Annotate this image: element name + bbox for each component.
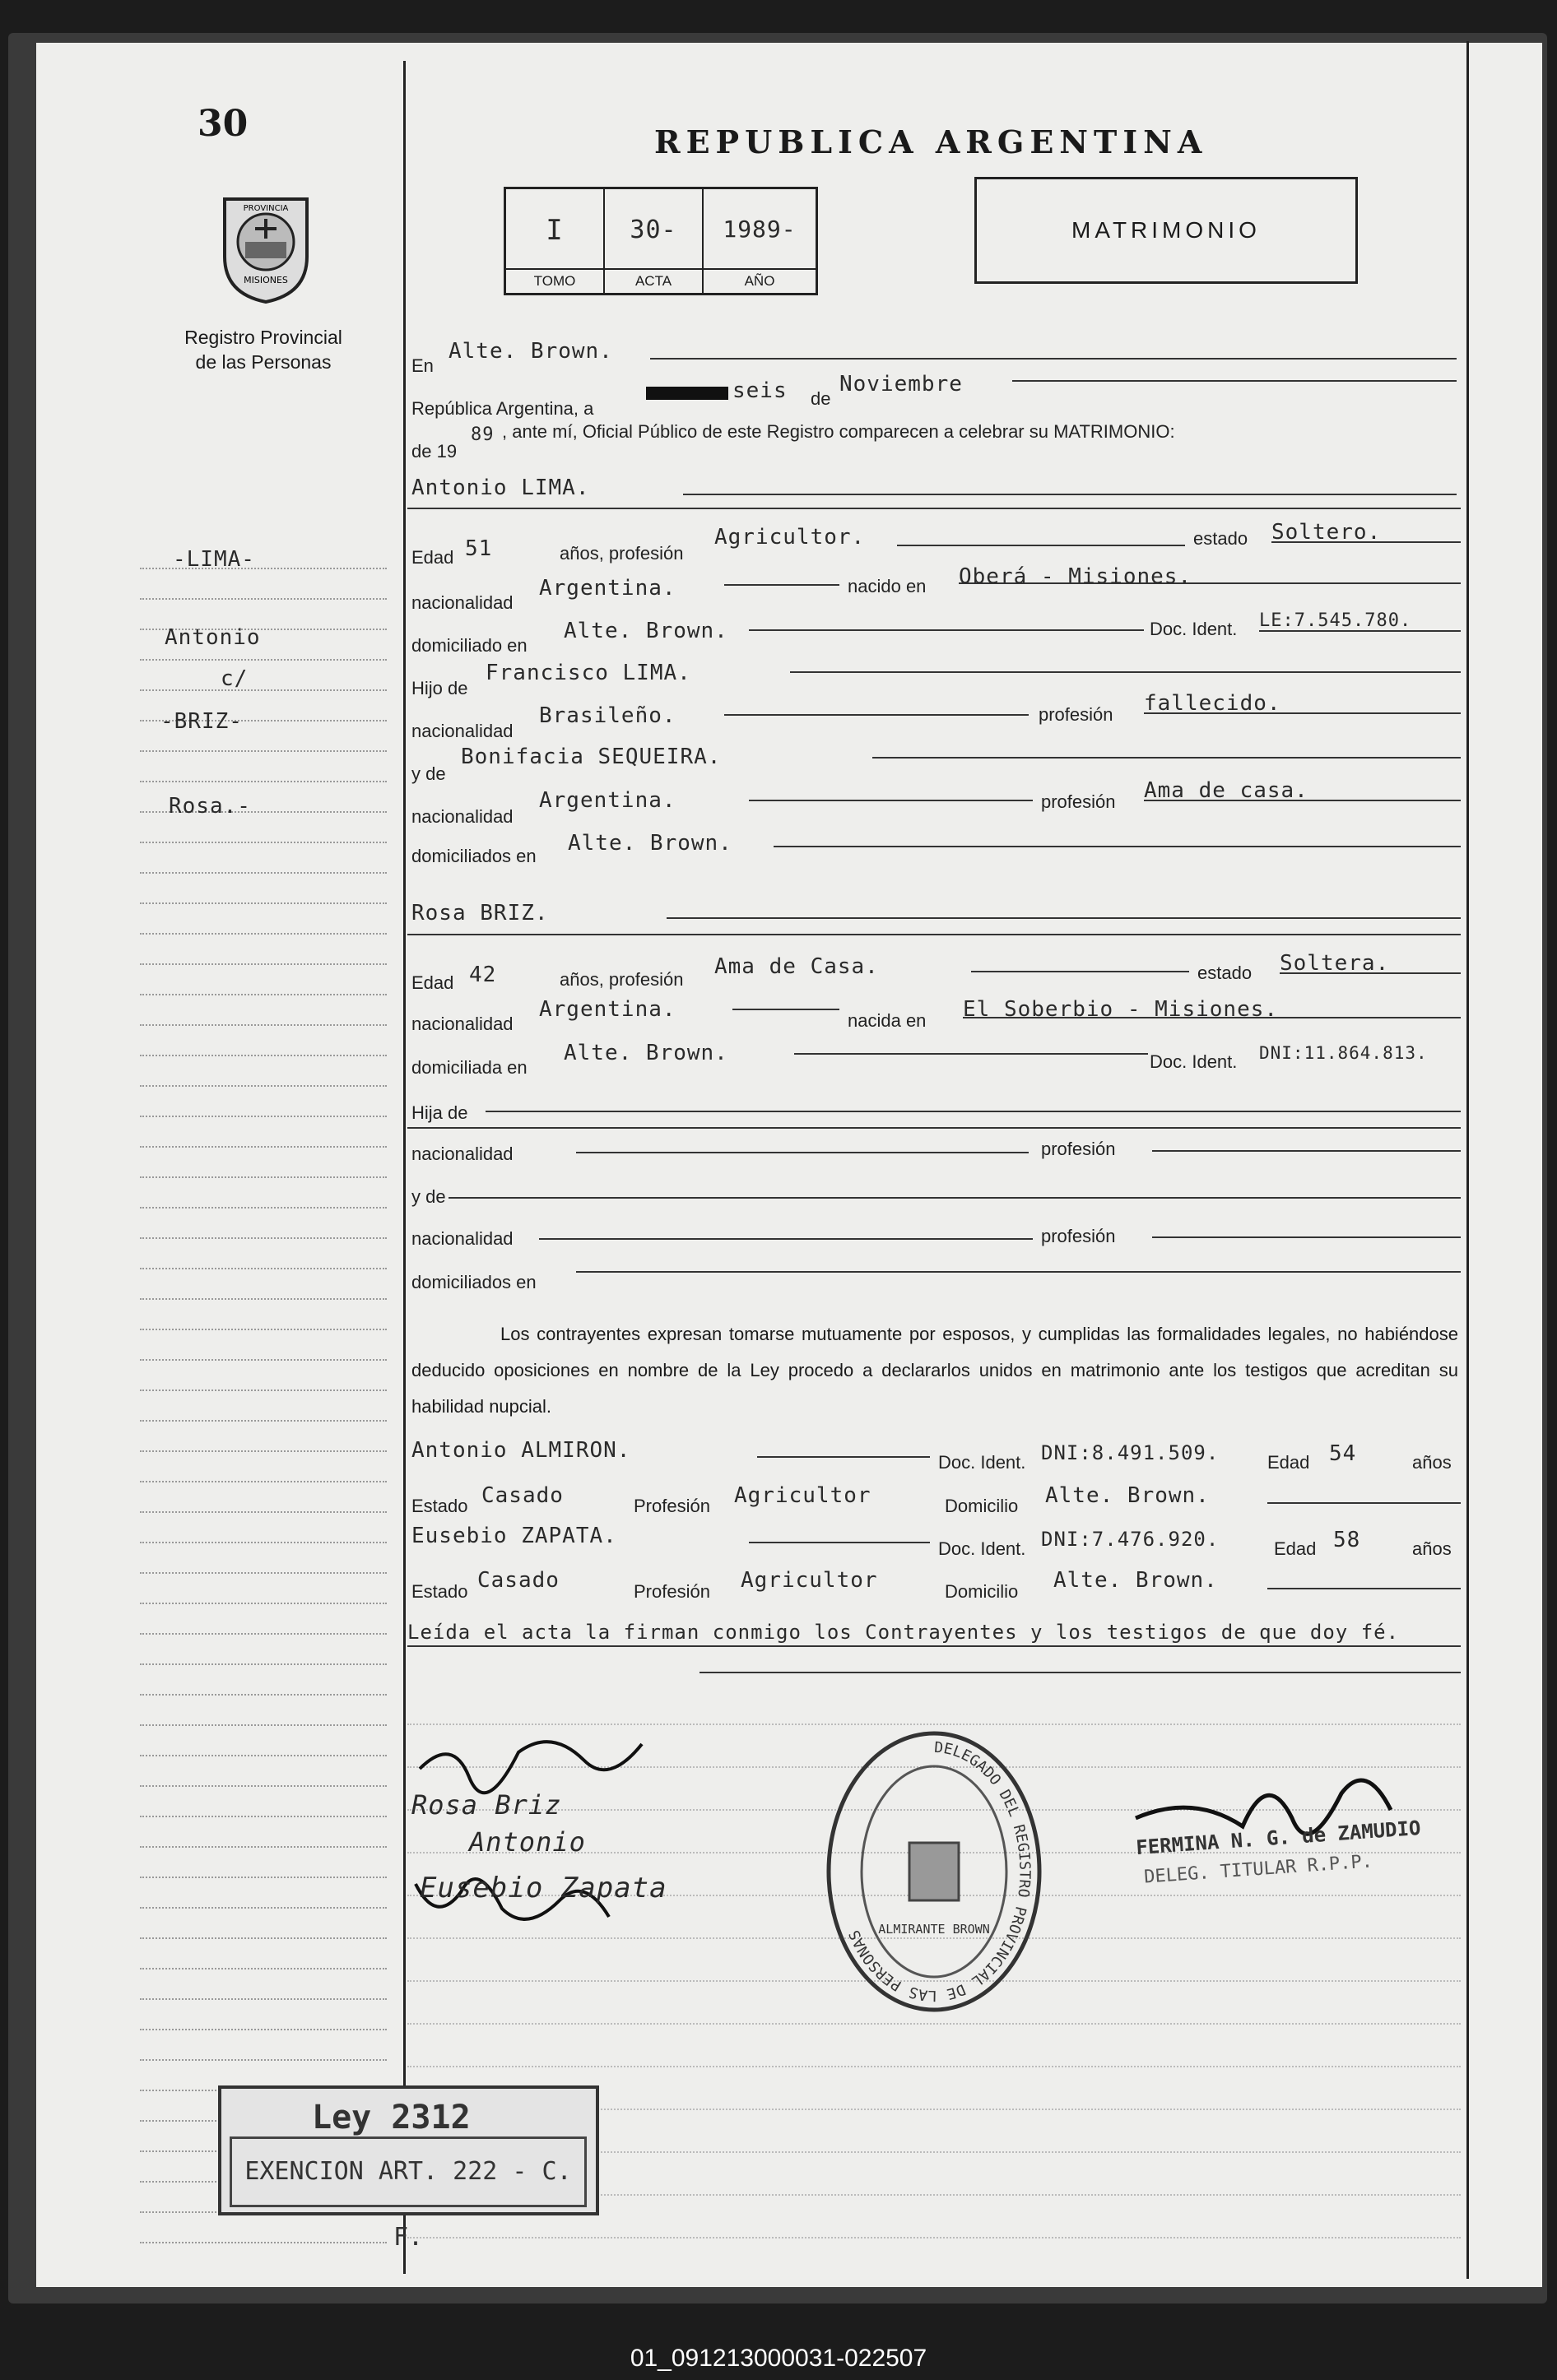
witness1-edad: 54 [1329, 1441, 1357, 1466]
margin-ruled-line [140, 2029, 387, 2030]
svg-text:MISIONES: MISIONES [244, 275, 288, 285]
margin-ruled-line [140, 902, 387, 904]
ley-exemption-stamp [218, 2085, 599, 2252]
margin-ruled-line [140, 963, 387, 965]
bride-nacionalidad: Argentina. [539, 997, 676, 1022]
anos-profesion-label: años, profesión [560, 543, 684, 564]
margin-ruled-line [140, 1116, 387, 1117]
bride-parents-dom-label: domiciliados en [411, 1272, 537, 1292]
doc-type-box: MATRIMONIO [974, 177, 1358, 284]
parents-dom-label: domiciliados en [411, 846, 537, 866]
bride-doc: DNI:11.864.813. [1259, 1043, 1428, 1063]
margin-note-bride-surname: -BRIZ- [160, 709, 243, 734]
bride-father-prof-label: profesión [1041, 1139, 1116, 1159]
groom-parents-dom: Alte. Brown. [568, 831, 732, 856]
bride-nac-label: nacionalidad [411, 1014, 514, 1034]
margin-ruled-line [140, 1633, 387, 1635]
margin-ruled-line [140, 1937, 387, 1939]
day-value: seis [732, 378, 788, 403]
groom-mother-prof: Ama de casa. [1144, 778, 1308, 803]
ley-inner-box [230, 2136, 587, 2252]
witness2-prof: Agricultor [741, 1568, 878, 1593]
year-suffix: 89 [471, 425, 495, 445]
ley-line-1: Ley 2312 [312, 2099, 471, 2136]
witness1-prof: Agricultor [734, 1483, 871, 1508]
bride-dom-label: domiciliada en [411, 1057, 528, 1078]
margin-ruled-line [140, 933, 387, 935]
margin-ruled-line [140, 994, 387, 995]
en-label: En [411, 355, 434, 376]
margin-ruled-line [140, 1481, 387, 1482]
acta-cell [605, 189, 704, 293]
registry-name [140, 325, 387, 374]
dom-label: domiciliado en [411, 635, 528, 656]
bride-mother-nac-label: nacionalidad [411, 1228, 514, 1249]
groom-doc: LE:7.545.780. [1259, 610, 1412, 631]
witness2-edad: 58 [1333, 1528, 1361, 1552]
witness1-anos-label: años [1412, 1452, 1452, 1473]
margin-note-name: Antonio [165, 625, 261, 650]
bride-father-label: Hija de [411, 1102, 468, 1123]
official-signature [1127, 1744, 1424, 1909]
margin-ruled-line [140, 1085, 387, 1087]
margin-ruled-line [140, 1207, 387, 1209]
margin-note-conj: c/ [221, 666, 249, 691]
margin-ruled-line [140, 598, 387, 600]
signature-bride: Rosa Briz [411, 1789, 562, 1821]
edad-label: Edad [411, 547, 454, 568]
acta-label: ACTA [605, 268, 702, 290]
doc-label: Doc. Ident. [1150, 619, 1238, 639]
margin-ruled-line [140, 1572, 387, 1574]
witness2-doc: DNI:7.476.920. [1041, 1528, 1220, 1551]
ano-cell [704, 189, 816, 293]
witness1-estado-label: Estado [411, 1496, 468, 1516]
groom-father-prof: fallecido. [1144, 691, 1281, 716]
signature-witness: Eusebio Zapata [420, 1872, 667, 1904]
witness2-prof-label: Profesión [634, 1581, 710, 1602]
page-number: 30 [198, 103, 249, 145]
official-name-stamp: FERMINA N. G. de ZAMUDIO [1135, 1816, 1422, 1860]
de-label: de [811, 388, 831, 409]
father-label: Hijo de [411, 678, 468, 698]
registry-round-seal [823, 1728, 1045, 2016]
provincial-seal [212, 191, 319, 306]
bride-doc-label: Doc. Ident. [1150, 1051, 1238, 1072]
witness1-doc: DNI:8.491.509. [1041, 1441, 1220, 1464]
registry-line-1: Registro Provincial [184, 327, 342, 348]
mother-nac-label: nacionalidad [411, 806, 514, 827]
margin-ruled-line [140, 659, 387, 661]
bride-profesion: Ama de Casa. [714, 954, 879, 979]
margin-ruled-line [140, 1542, 387, 1543]
groom-nacionalidad: Argentina. [539, 576, 676, 601]
republica-label: República Argentina, a [411, 398, 594, 419]
bride-name: Rosa BRIZ. [411, 901, 549, 926]
margin-ruled-line [140, 2059, 387, 2061]
bride-anos-label: años, profesión [560, 969, 684, 990]
signature-groom: Antonio [469, 1826, 586, 1858]
archive-id: 01_091213000031-022507 [630, 2345, 927, 2372]
margin-ruled-line [140, 1877, 387, 1878]
margin-ruled-line [140, 1176, 387, 1178]
tomo-acta-ano-box [504, 187, 818, 295]
margin-ruled-line [140, 1146, 387, 1148]
tomo-cell [506, 189, 605, 293]
bride-edad: 42 [469, 963, 497, 987]
witness2-edad-label: Edad [1274, 1538, 1317, 1559]
acta-value: 30- [630, 216, 677, 244]
witness1-dom-label: Domicilio [945, 1496, 1019, 1516]
ano-value: 1989- [723, 216, 797, 243]
witness2-dom-label: Domicilio [945, 1581, 1019, 1602]
tomo-value: I [546, 214, 564, 247]
svg-text:ALMIRANTE BROWN: ALMIRANTE BROWN [878, 1922, 990, 1937]
margin-ruled-line [140, 1298, 387, 1300]
intro-text: , ante mí, Oficial Público de este Registro comparecen a celebrar su MATRIMONIO: [502, 421, 1175, 442]
year-prefix: de 19 [411, 441, 458, 462]
signatures-block [403, 1711, 798, 1958]
tomo-label: TOMO [506, 268, 603, 290]
seal-icon [212, 191, 319, 306]
nac-label: nacionalidad [411, 592, 514, 613]
margin-ruled-line [140, 1420, 387, 1422]
groom-domicilio: Alte. Brown. [564, 619, 728, 643]
bride-estado-label: estado [1197, 963, 1253, 983]
ano-label: AÑO [704, 268, 816, 290]
margin-ruled-line [140, 1055, 387, 1056]
bride-father-nac-label: nacionalidad [411, 1144, 514, 1164]
margin-ruled-line [140, 1237, 387, 1239]
official-title-stamp: DELEG. TITULAR R.P.P. [1143, 1851, 1373, 1888]
groom-mother-nac: Argentina. [539, 788, 676, 813]
signature-scribbles [403, 1711, 798, 1958]
groom-mother: Bonifacia SEQUEIRA. [461, 745, 722, 769]
margin-ruled-line [140, 1998, 387, 2000]
place-value: Alte. Brown. [449, 339, 613, 364]
margin-note-surname: -LIMA- [173, 547, 255, 572]
estado-label: estado [1193, 528, 1248, 549]
margin-ruled-line [140, 842, 387, 843]
registry-line-2: de las Personas [195, 351, 332, 373]
margin-ruled-line [140, 1755, 387, 1756]
redaction-bar [646, 387, 728, 400]
margin-ruled-line [140, 1694, 387, 1696]
margin-ruled-line [140, 1907, 387, 1909]
statement-text: Los contrayentes expresan tomarse mutuamente por esposos, y cumplidas las formalidades legales, no habiéndose deducido oposiciones en nombre de la Ley procedo a declararlos unidos en matrimonio ante los testigos que acreditan su habilidad nupcial. [411, 1324, 1458, 1417]
margin-ruled-line [140, 1968, 387, 1969]
witness2-estado: Casado [477, 1568, 560, 1593]
groom-father: Francisco LIMA. [486, 661, 691, 685]
bride-edad-label: Edad [411, 972, 454, 993]
margin-ruled-line [140, 1846, 387, 1848]
witness1-doc-label: Doc. Ident. [938, 1452, 1026, 1473]
svg-text:PROVINCIA: PROVINCIA [243, 204, 289, 213]
bride-domicilio: Alte. Brown. [564, 1041, 728, 1065]
mother-prof-label: profesión [1041, 791, 1116, 812]
mother-label: y de [411, 763, 446, 784]
margin-note-bride-name: Rosa.- [169, 794, 251, 819]
margin-ruled-line [140, 1785, 387, 1787]
svg-text:DELEGADO DEL REGISTRO PROVINCI: DELEGADO DEL REGISTRO PROVINCIAL DE LAS PERSONAS [845, 1738, 1034, 2005]
margin-ruled-line [140, 1359, 387, 1361]
witness2-dom: Alte. Brown. [1053, 1568, 1218, 1593]
margin-ruled-line [140, 872, 387, 874]
body-ruled-line [407, 2066, 1461, 2067]
father-nac-label: nacionalidad [411, 721, 514, 741]
margin-ruled-line [140, 689, 387, 691]
margin-ruled-line [140, 1511, 387, 1513]
witness2-anos-label: años [1412, 1538, 1452, 1559]
witness1-prof-label: Profesión [634, 1496, 710, 1516]
witness1-name: Antonio ALMIRON. [411, 1438, 631, 1463]
margin-ruled-line [140, 1816, 387, 1817]
body-ruled-line [407, 2023, 1461, 2025]
groom-estado: Soltero. [1271, 520, 1382, 545]
nacido-label: nacido en [848, 576, 927, 596]
groom-profesion: Agricultor. [714, 525, 866, 550]
margin-ruled-line [140, 750, 387, 752]
country-title: REPUBLICA ARGENTINA [654, 123, 1208, 160]
groom-nacido-en: Oberá - Misiones. [959, 564, 1192, 589]
right-border [1466, 41, 1469, 2279]
margin-ruled-line [140, 1389, 387, 1391]
closing-text: Leída el acta la firman conmigo los Contrayentes y los testigos de que doy fé. [407, 1621, 1400, 1644]
ley-line-2: EXENCION ART. 222 - C. F. [244, 2157, 572, 2252]
margin-ruled-line [140, 1329, 387, 1330]
witness1-dom: Alte. Brown. [1045, 1483, 1210, 1508]
margin-ruled-line [140, 1024, 387, 1026]
bride-estado: Soltera. [1280, 951, 1390, 976]
groom-name: Antonio LIMA. [411, 476, 590, 500]
margin-ruled-line [140, 1603, 387, 1604]
margin-ruled-line [140, 1450, 387, 1452]
witness1-estado: Casado [481, 1483, 564, 1508]
round-seal-icon [823, 1728, 1045, 2016]
margin-ruled-line [140, 1268, 387, 1269]
groom-edad: 51 [465, 536, 493, 561]
father-prof-label: profesión [1039, 704, 1113, 725]
witness1-edad-label: Edad [1267, 1452, 1310, 1473]
witness2-doc-label: Doc. Ident. [938, 1538, 1026, 1559]
margin-ruled-line [140, 781, 387, 782]
witness2-name: Eusebio ZAPATA. [411, 1524, 617, 1548]
bride-mother-label: y de [411, 1186, 446, 1207]
bride-mother-prof-label: profesión [1041, 1226, 1116, 1246]
groom-father-nac: Brasileño. [539, 703, 676, 728]
witness2-estado-label: Estado [411, 1581, 468, 1602]
bride-nacida-en: El Soberbio - Misiones. [963, 997, 1279, 1022]
nacida-label: nacida en [848, 1010, 927, 1031]
month-value: Noviembre [839, 372, 963, 397]
margin-ruled-line [140, 1724, 387, 1726]
margin-ruled-line [140, 1663, 387, 1665]
